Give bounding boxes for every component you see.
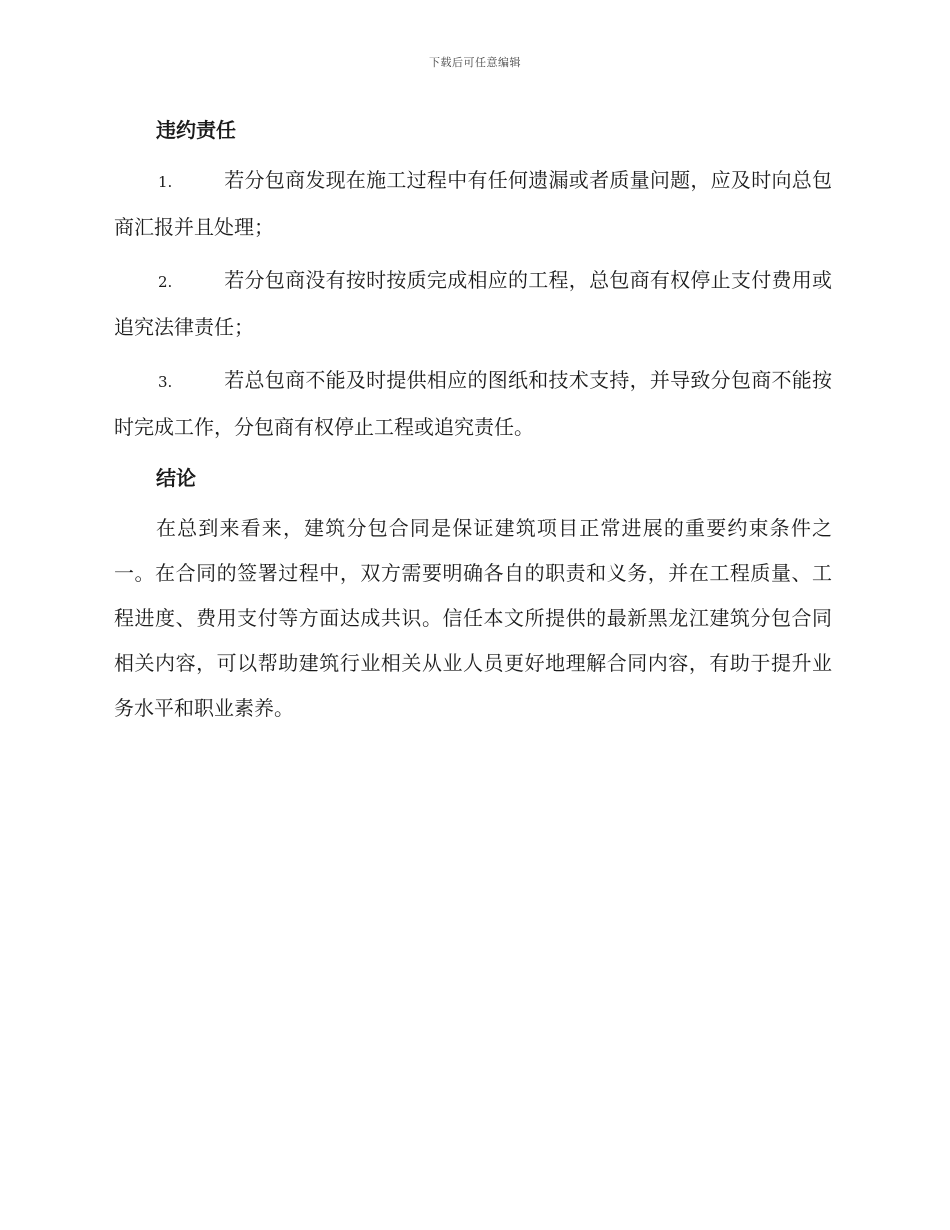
list-item xyxy=(114,258,832,350)
document-body xyxy=(114,110,832,731)
list-item-number: 1. xyxy=(158,173,173,191)
list-item xyxy=(114,158,832,250)
list-item-text: 若分包商没有按时按质完成相应的工程，总包商有权停止支付费用或追究法律责任； xyxy=(114,268,832,339)
list-item-number: 3. xyxy=(158,373,173,391)
list-item-text: 若分包商发现在施工过程中有任何遗漏或者质量问题，应及时向总包商汇报并且处理； xyxy=(114,168,832,239)
list-item-number: 2. xyxy=(158,273,173,291)
section-title-conclusion: 结论 xyxy=(156,466,196,490)
conclusion-paragraph: 在总到来看来，建筑分包合同是保证建筑项目正常进展的重要约束条件之一。在合同的签署过程中，双方需要明确各自的职责和义务，并在工程质量、工程进度、费用支付等方面达成共识。信任本文所提供的最新黑龙江建筑分包合同相关内容，可以帮助建筑行业相关从业人员更好地理解合同内容，有助于提升业务水平和职业素养。 xyxy=(114,516,832,720)
page-header-note: 下载后可任意编辑 xyxy=(429,56,521,69)
list-item-text: 若总包商不能及时提供相应的图纸和技术支持，并导致分包商不能按时完成工作，分包商有权停止工程或追究责任。 xyxy=(114,368,832,439)
section-title-breach: 违约责任 xyxy=(156,118,236,142)
list-item xyxy=(114,358,832,450)
